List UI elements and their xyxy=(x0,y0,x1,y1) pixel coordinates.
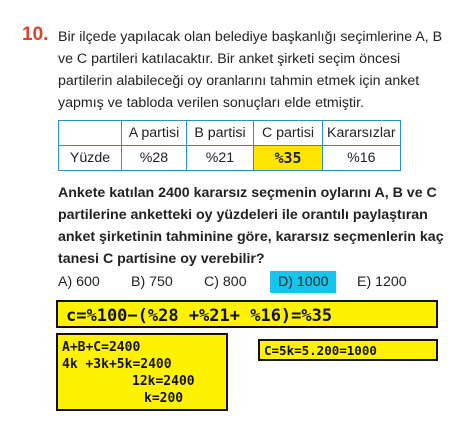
handwritten-equation: A+B+C=2400 xyxy=(62,340,141,355)
choice-c[interactable]: C) 800 xyxy=(204,274,247,290)
row-label: Yüzde xyxy=(59,146,122,171)
table-cell: %21 xyxy=(187,146,254,171)
table-header-cell: C partisi xyxy=(254,121,323,146)
table-cell-highlighted: %35 xyxy=(254,146,323,171)
table-cell: %16 xyxy=(323,146,401,171)
handwritten-equation: 12k=2400 xyxy=(132,374,195,389)
handwritten-answer-box: C=5k=5.200=1000 xyxy=(258,339,438,361)
results-table xyxy=(58,120,401,171)
choice-b[interactable]: B) 750 xyxy=(131,274,173,290)
question-number: 10. xyxy=(22,24,49,45)
handwritten-equation: k=200 xyxy=(144,391,184,406)
handwritten-equation: 4k +3k+5k=2400 xyxy=(62,357,172,372)
handwritten-solution-line: c=%100−(%28 +%21+ %16)=%35 xyxy=(56,300,438,328)
handwritten-equation-box xyxy=(56,333,228,411)
table-row xyxy=(59,146,401,171)
table-header-row xyxy=(59,121,401,146)
choice-a[interactable]: A) 600 xyxy=(58,274,100,290)
choice-d-selected[interactable]: D) 1000 xyxy=(270,271,336,293)
table-header-cell: A partisi xyxy=(122,121,187,146)
choice-e[interactable]: E) 1200 xyxy=(357,274,407,290)
question-prompt: Ankete katılan 2400 kararsız seçmenin oylarını A, B ve C partilerine anketteki oy yüzdeleri ile orantılı paylaştıran anket şirketinin tahminine göre, kararsız seçmenlerin kaç tanesi C partisine oy verebilir? xyxy=(58,185,444,267)
question-intro: Bir ilçede yapılacak olan belediye başkanlığı seçimlerine A, B ve C partileri katılacaktır. Bir anket şirketi seçim öncesi partilerin alabileceği oy oranlarını tahmin etmek için anket yapmış ve tabloda verilen sonuçları elde etmiştir. xyxy=(58,29,443,111)
table-header-cell: Kararsızlar xyxy=(323,121,401,146)
table-header-cell xyxy=(59,121,122,146)
table-cell: %28 xyxy=(122,146,187,171)
table-header-cell: B partisi xyxy=(187,121,254,146)
